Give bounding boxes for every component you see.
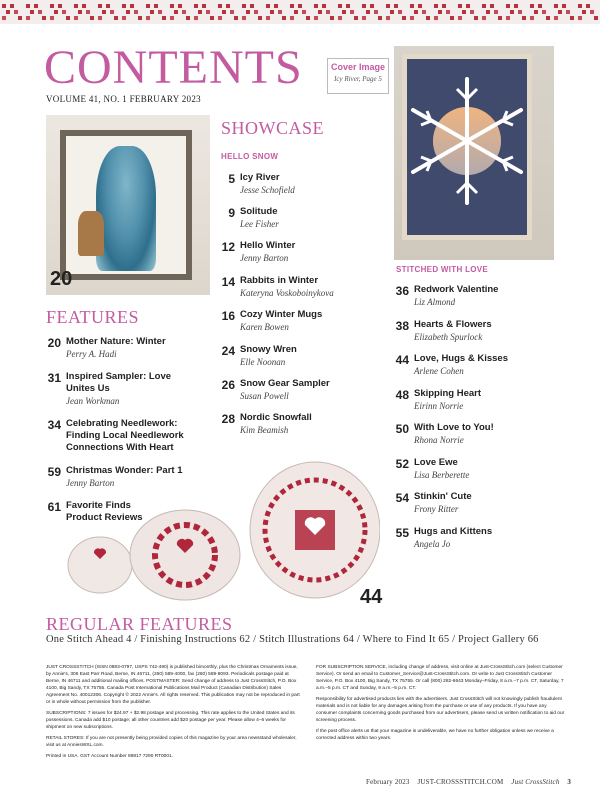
hello-snow-subheading: HELLO SNOW xyxy=(221,152,279,161)
toc-title: Hearts & Flowers xyxy=(414,319,492,330)
footer-site[interactable]: JUST-CROSSSTITCH.COM xyxy=(417,778,504,786)
toc-author: Jenny Barton xyxy=(240,253,289,263)
toc-page: 24 xyxy=(221,344,235,358)
toc-page: 16 xyxy=(221,309,235,323)
toc-page: 9 xyxy=(228,206,235,220)
toc-page: 48 xyxy=(395,388,409,402)
toc-title: Icy River xyxy=(240,172,280,183)
toc-author: Frony Ritter xyxy=(414,504,459,514)
decorative-top-band xyxy=(0,0,600,24)
volume-line: VOLUME 41, NO. 1 FEBRUARY 2023 xyxy=(46,94,201,104)
toc-title: Cozy Winter Mugs xyxy=(240,309,323,320)
toc-page: 31 xyxy=(47,371,61,385)
winter-lady-figure xyxy=(96,146,156,271)
cover-frame xyxy=(402,54,532,240)
footer-date: February 2023 xyxy=(366,778,410,786)
page-title: CONTENTS xyxy=(44,41,303,94)
toc-entry[interactable] xyxy=(395,422,494,446)
toc-page: 36 xyxy=(395,284,409,298)
toc-page: 55 xyxy=(395,526,409,540)
toc-entry[interactable] xyxy=(47,371,172,407)
toc-title: Unites Us xyxy=(66,383,110,394)
toc-author: Elle Noonan xyxy=(240,357,286,367)
toc-title: Christmas Wonder: Part 1 xyxy=(66,465,183,476)
toc-author: Liz Almond xyxy=(414,297,456,307)
toc-page: 50 xyxy=(395,422,409,436)
toc-entry[interactable] xyxy=(395,388,482,412)
toc-author: Elizabeth Spurlock xyxy=(414,332,483,342)
toc-entry[interactable] xyxy=(221,240,296,264)
features-heading: FEATURES xyxy=(46,307,140,327)
footer-magazine: Just CrossStitch xyxy=(511,778,560,786)
toc-author: Arlene Cohen xyxy=(414,366,464,376)
toc-title: Love, Hugs & Kisses xyxy=(414,353,508,364)
toc-page: 14 xyxy=(221,275,235,289)
toc-entry[interactable] xyxy=(395,319,492,343)
toc-entry[interactable] xyxy=(221,344,297,368)
toc-title: Hugs and Kittens xyxy=(414,526,493,537)
toc-page: 20 xyxy=(47,336,61,350)
toc-entry[interactable] xyxy=(47,465,183,489)
toc-entry[interactable] xyxy=(228,206,279,230)
toc-entry[interactable] xyxy=(221,378,330,402)
toc-title: Product Reviews xyxy=(66,512,143,523)
toc-entry[interactable] xyxy=(395,284,499,308)
toc-author: Jesse Schofield xyxy=(240,185,295,195)
photo-cover-icy-river xyxy=(394,46,554,260)
cross-stitch-pattern-icon xyxy=(0,0,600,24)
toc-entry[interactable] xyxy=(47,336,166,360)
toc-entry[interactable] xyxy=(221,309,323,333)
toc-page: 38 xyxy=(395,319,409,333)
toc-title: Snowy Wren xyxy=(240,344,297,355)
toc-entry[interactable] xyxy=(47,500,143,524)
toc-title: Connections With Heart xyxy=(66,442,174,453)
responsibility-paragraph: Responsibility for advertised products lies with the advertisers. Just CrossStitch will not knowingly publish fraudulent materials and is not liable for any damages arising from the purchase or use of any products. If you have any consumer complaints concerning goods purchased from our advertisers, please send us written notification to aid our screening process. xyxy=(316,697,565,723)
undeliverable-paragraph: If the post office alerts us that your magazine is undeliverable, we have no further obligation unless we receive a corrected address within two years. xyxy=(316,729,554,741)
regular-features-list: One Stitch Ahead 4 / Finishing Instructions 62 / Stitch Illustrations 64 / Where to Find It 65 / Project Gallery 66 xyxy=(46,634,539,645)
toc-page: 28 xyxy=(221,412,235,426)
toc-title: Celebrating Needlework: xyxy=(66,418,178,429)
page-badge-bottom: 44 xyxy=(360,586,383,608)
toc-entry[interactable] xyxy=(47,418,184,454)
toc-author: Jenny Barton xyxy=(66,478,115,488)
toc-title: Love Ewe xyxy=(414,457,458,468)
toc-title: Favorite Finds xyxy=(66,500,131,511)
toc-page: 52 xyxy=(395,457,409,471)
toc-page: 61 xyxy=(47,500,61,514)
toc-title: Stinkin' Cute xyxy=(414,491,472,502)
toc-author: Lee Fisher xyxy=(240,219,279,229)
toc-page: 12 xyxy=(221,240,235,254)
toc-title: With Love to You! xyxy=(414,422,494,433)
publisher-paragraph: JUST CROSSSTITCH (ISSN 0883-0797, USPS 742-490) is published bimonthly, plus the Christmas Ornaments issue, by Annie's, 306 East Parr Road, Berne, IN 46711, (260) 589-4000, fax (260) 589-8093. Periodicals postage paid at Berne, IN 46711 and additional mailing offices. POSTMASTER: Send change of address to Just CrossStitch, P.O. Box 4100, Big Sandy, TX 75755. Canada Post International Publications Mail Product (Canadian Distribution) Sales Agreement No. 40012306. Copyright © 2022 Annie's. All rights reserved. This publication may not be reproduced in part or in whole without permission from the publisher. xyxy=(46,665,300,705)
toc-title: Snow Gear Sampler xyxy=(240,378,330,389)
toc-author: Jean Workman xyxy=(66,396,120,406)
toc-title: Nordic Snowfall xyxy=(240,412,312,423)
toc-entry[interactable] xyxy=(395,526,493,550)
toc-entry[interactable] xyxy=(221,275,334,299)
toc-author: Karen Bowen xyxy=(240,322,289,332)
toc-page: 59 xyxy=(47,465,61,479)
toc-author: Eirinn Norrie xyxy=(414,401,464,411)
picture-frame xyxy=(60,130,192,280)
cover-image-box xyxy=(327,58,389,94)
toc-page: 44 xyxy=(395,353,409,367)
toc-entry[interactable] xyxy=(395,457,470,481)
toc-title: Finding Local Needlework xyxy=(66,430,184,441)
subscription-service-paragraph: FOR SUBSCRIPTION SERVICE, including change of address, visit online at Just-CrossStitch.com (select Customer Service). Or send an email to Customer_Service@Just-CrossStitch.com. Or write to Just CrossStitch Customer Service, P.O. Box 4100, Big Sandy, TX 75755. Or call (800) 282-6643 Monday–Friday, 8 a.m.–7 p.m. CT, Saturday, 7 a.m.–5 p.m. CT and Sunday, 9 a.m.–5 p.m. CT. xyxy=(316,665,564,691)
snowflake-icon xyxy=(407,59,527,235)
toc-title: Hello Winter xyxy=(240,240,296,251)
toc-entry[interactable] xyxy=(395,491,472,515)
toc-title: Redwork Valentine xyxy=(414,284,499,295)
toc-author: Angela Jo xyxy=(414,539,451,549)
deer-figure xyxy=(78,211,104,256)
toc-title: Skipping Heart xyxy=(414,388,482,399)
toc-page: 5 xyxy=(228,172,235,186)
page-footer xyxy=(366,778,571,786)
toc-entry[interactable] xyxy=(221,412,312,436)
toc-page: 54 xyxy=(395,491,409,505)
publication-info-left xyxy=(46,664,304,764)
page-badge-left: 20 xyxy=(50,268,73,290)
cover-image-label: Cover Image xyxy=(330,62,386,72)
toc-author: Susan Powell xyxy=(240,391,289,401)
showcase-heading: SHOWCASE xyxy=(221,118,325,138)
toc-entry[interactable] xyxy=(395,353,508,377)
toc-author: Kateryna Voskoboinykova xyxy=(240,288,334,298)
toc-title: Rabbits in Winter xyxy=(240,275,319,286)
footer-page-number: 3 xyxy=(567,778,572,786)
retail-paragraph: RETAIL STORES: If you are not presently being provided copies of this magazine by your area newsstand wholesaler, visit us at AnniesWSL.com. xyxy=(46,736,297,748)
toc-title: Inspired Sampler: Love xyxy=(66,371,172,382)
subscriptions-paragraph: SUBSCRIPTIONS: 7 issues for $24.97 + $2.98 postage and processing. This rate applies to the United States and its possessions. Canada add $10 postage; all other countries add $20 postage per year. Please allow 4–6 weeks for shipment on new subscriptions. xyxy=(46,711,295,730)
publication-info-right xyxy=(316,664,568,746)
toc-page: 34 xyxy=(47,418,61,432)
toc-entry[interactable] xyxy=(228,172,295,196)
toc-author: Rhona Norrie xyxy=(414,435,464,445)
toc-title: Solitude xyxy=(240,206,278,217)
toc-author: Lisa Berberette xyxy=(414,470,470,480)
stitched-with-love-subheading: STITCHED WITH LOVE xyxy=(396,265,489,274)
printed-paragraph: Printed in USA. GST Account Number 89817 7290 RT0001. xyxy=(46,754,174,759)
toc-author: Kim Beamish xyxy=(240,425,289,435)
regular-features-heading: REGULAR FEATURES xyxy=(46,614,233,634)
cover-image-caption: Icy River, Page 5 xyxy=(334,75,382,83)
toc-title: Mother Nature: Winter xyxy=(66,336,166,347)
toc-page: 26 xyxy=(221,378,235,392)
toc-author: Perry A. Hadi xyxy=(66,349,117,359)
